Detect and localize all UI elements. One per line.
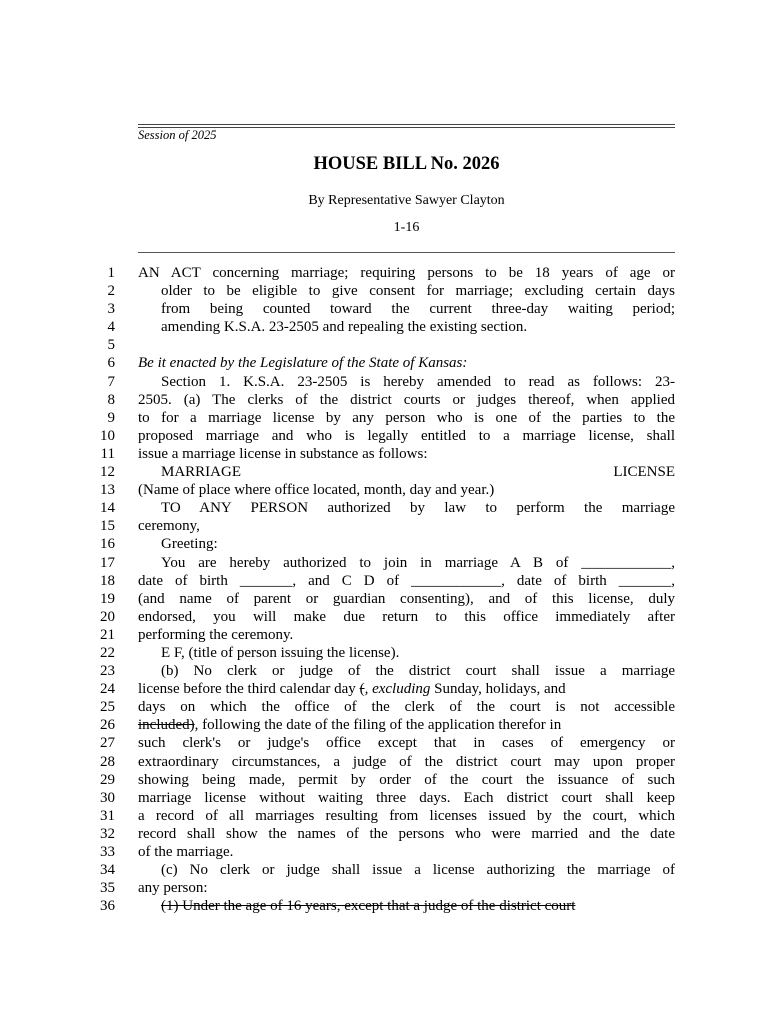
- bill-line: [0, 662, 770, 680]
- bill-id: 1-16: [393, 220, 420, 235]
- line-number: 32: [100, 825, 115, 842]
- struck-text: included): [138, 717, 195, 734]
- bill-line: [0, 825, 770, 843]
- line-text: You are hereby authorized to join in marriage A B of ____________,: [161, 554, 675, 571]
- line-text: E F, (title of person issuing the license).: [161, 644, 400, 661]
- line-text: such clerk's or judge's office except that in cases of emergency or: [138, 735, 675, 752]
- bill-line: [0, 535, 770, 553]
- line-text: of the marriage.: [138, 844, 234, 860]
- line-number: 10: [100, 427, 115, 444]
- top-rule-2: [138, 127, 675, 128]
- line-number: 12: [100, 464, 115, 481]
- bill-line: [0, 481, 770, 499]
- bill-line: [0, 499, 770, 517]
- line-number: 6: [107, 355, 115, 372]
- bill-line: [0, 517, 770, 535]
- line-text-post: Sunday, holidays, and: [430, 681, 566, 698]
- bill-line: [0, 354, 770, 372]
- line-text: older to be eligible to give consent for marriage; excluding certain days: [161, 283, 675, 300]
- enacting-clause: Be it enacted by the Legislature of the State of Kansas:: [138, 355, 468, 372]
- license-heading-right: LICENSE: [613, 464, 675, 481]
- line-number: 17: [100, 554, 115, 571]
- line-text: endorsed, you will make due return to this office immediately after: [138, 608, 675, 625]
- line-text: to for a marriage license by any person who is one of the parties to the: [138, 409, 675, 426]
- line-number: 14: [100, 500, 115, 517]
- line-text-post: following the date of the filing of the application therefor in: [198, 717, 562, 734]
- bill-line: [0, 590, 770, 608]
- line-text: days on which the office of the clerk of the court is not accessible: [138, 699, 675, 716]
- line-number: 8: [107, 391, 115, 408]
- line-text: showing being made, permit by order of the court the issuance of such: [138, 771, 675, 788]
- bill-line: [0, 716, 770, 734]
- line-number: 36: [100, 898, 115, 915]
- line-text-amended: [138, 680, 675, 698]
- bill-line: [0, 897, 770, 915]
- line-text: (Name of place where office located, month, day and year.): [138, 482, 495, 499]
- line-text: extraordinary circumstances, a judge of the district court may upon proper: [138, 753, 675, 770]
- inserted-text: , excluding: [364, 681, 431, 698]
- inserted-text: ,: [194, 717, 199, 734]
- line-text: (c) No clerk or judge shall issue a license authorizing the marriage of: [161, 862, 675, 879]
- bill-line: [0, 753, 770, 771]
- struck-text: (: [359, 681, 365, 698]
- bill-line: [0, 282, 770, 300]
- bill-line: [0, 843, 770, 861]
- bill-line: [0, 608, 770, 626]
- bill-line: [0, 463, 770, 481]
- line-number: 26: [100, 717, 115, 734]
- line-text: a record of all marriages resulting from licenses issued by the court, which: [138, 807, 675, 824]
- line-text: any person:: [138, 880, 208, 897]
- line-number: 31: [100, 807, 115, 824]
- line-number: 24: [100, 681, 115, 698]
- line-number: 28: [100, 753, 115, 770]
- line-text: performing the ceremony.: [138, 626, 294, 643]
- line-number: 34: [100, 862, 115, 879]
- line-text: 2505. (a) The clerks of the district courts or judges thereof, when applied: [138, 391, 675, 408]
- line-number: 16: [100, 536, 115, 553]
- bill-line: [0, 391, 770, 409]
- top-rule: [138, 124, 675, 125]
- line-number: 2: [107, 283, 115, 300]
- line-number: 35: [100, 880, 115, 897]
- line-text: (b) No clerk or judge of the district court shall issue a marriage: [161, 663, 675, 680]
- line-text-amended: [138, 716, 675, 734]
- line-text: marriage license without waiting three days. Each district court shall keep: [138, 789, 675, 806]
- header-divider: [138, 252, 675, 253]
- line-text: (and name of parent or guardian consenting), and of this license, duly: [138, 590, 675, 607]
- bill-line: [0, 373, 770, 391]
- line-number: 18: [100, 572, 115, 589]
- bill-line: [0, 861, 770, 879]
- line-number: 25: [100, 699, 115, 716]
- bill-line: [0, 264, 770, 282]
- line-number: 13: [100, 482, 115, 499]
- line-text: Section 1. K.S.A. 23-2505 is hereby amended to read as follows: 23-: [161, 373, 675, 390]
- bill-line: [0, 698, 770, 716]
- bill-line: [0, 336, 770, 354]
- line-text: from being counted toward the current three-day waiting period;: [161, 301, 675, 318]
- line-number: 4: [107, 319, 115, 336]
- line-number: 30: [100, 789, 115, 806]
- line-number: 3: [107, 301, 115, 318]
- line-number: 5: [107, 337, 115, 354]
- bill-line: [0, 445, 770, 463]
- line-text-pre: license before the third calendar day: [138, 681, 360, 698]
- line-text-amended: [138, 897, 675, 915]
- struck-text: (1) Under the age of 16 years, except that a judge of the district court: [161, 898, 576, 915]
- sponsor-byline: By Representative Sawyer Clayton: [308, 193, 505, 208]
- bill-line: [0, 554, 770, 572]
- line-text: record shall show the names of the persons who were married and the date: [138, 825, 675, 842]
- line-number: 29: [100, 771, 115, 788]
- line-text: proposed marriage and who is legally entitled to a marriage license, shall: [138, 427, 675, 444]
- bill-line: [0, 300, 770, 318]
- bill-line: [0, 680, 770, 698]
- line-number: 33: [100, 844, 115, 860]
- line-text: AN ACT concerning marriage; requiring persons to be 18 years of age or: [138, 265, 675, 281]
- line-text: date of birth _______, and C D of ____________, date of birth _______,: [138, 572, 675, 589]
- line-number: 9: [107, 409, 115, 426]
- line-text: amending K.S.A. 23-2505 and repealing the existing section.: [161, 319, 528, 336]
- bill-line: [0, 626, 770, 644]
- line-number: 27: [100, 735, 115, 752]
- line-number: 7: [107, 373, 115, 390]
- bill-line: [0, 572, 770, 590]
- line-number: 15: [100, 518, 115, 535]
- bill-title: HOUSE BILL No. 2026: [313, 154, 500, 174]
- license-heading: [138, 463, 675, 481]
- bill-text-body: [0, 264, 770, 915]
- line-number: 19: [100, 590, 115, 607]
- session-label: Session of 2025: [138, 128, 217, 142]
- line-number: 22: [100, 644, 115, 661]
- line-number: 20: [100, 608, 115, 625]
- line-text: ceremony,: [138, 518, 200, 535]
- bill-line: [0, 427, 770, 445]
- bill-line: [0, 789, 770, 807]
- line-text: Greeting:: [161, 536, 218, 553]
- bill-line: [0, 318, 770, 336]
- bill-line: [0, 771, 770, 789]
- bill-line: [0, 644, 770, 662]
- bill-line: [0, 807, 770, 825]
- line-number: 11: [100, 445, 115, 462]
- line-text: TO ANY PERSON authorized by law to perform the marriage: [161, 500, 675, 517]
- bill-line: [0, 734, 770, 752]
- bill-line: [0, 879, 770, 897]
- line-number: 21: [100, 626, 115, 643]
- license-heading-left: MARRIAGE: [161, 464, 242, 481]
- bill-line: [0, 409, 770, 427]
- line-number: 23: [100, 663, 115, 680]
- line-text: issue a marriage license in substance as follows:: [138, 445, 428, 462]
- line-number: 1: [107, 265, 115, 281]
